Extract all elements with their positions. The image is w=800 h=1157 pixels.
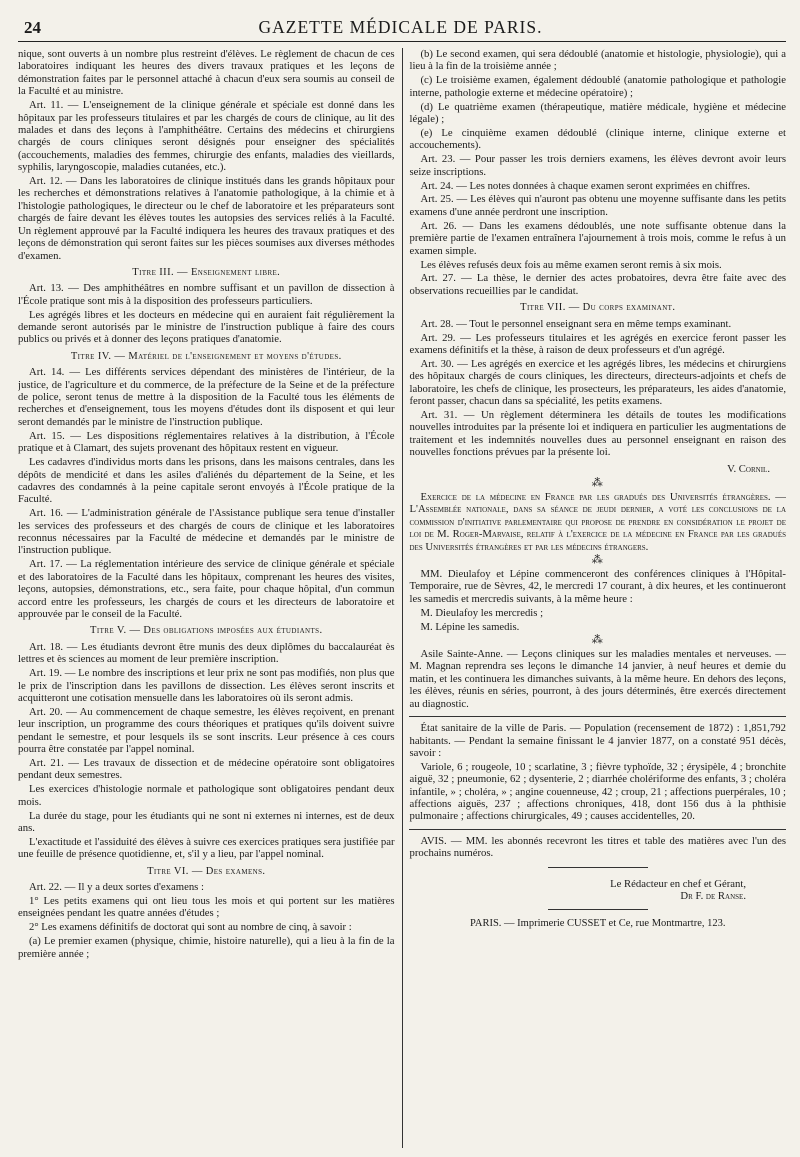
conf-line-1: M. Dieulafoy les mercredis ; (420, 606, 544, 619)
paragraph: Art. 14. — Les différents services dépendant des ministères de l'intérieur, de la justice, de l'agriculture et du commerce, de la préfecture de la Seine et de la préfecture de police, seront tenus de mettre à la disposition de la Faculté tous les éléments de recherches et d'enseignement, tous les moyens d'études dont ils disposent et qui leur seront demandés par le ministre de l'instruction publique. (18, 366, 395, 428)
page-number: 24 (24, 18, 41, 37)
columns (18, 48, 786, 1148)
paragraph: 2° Les examens définitifs de doctorat qui sont au nombre de cinq, à savoir : (29, 921, 352, 934)
paragraph: L'exactitude et l'assiduité des élèves à suivre ces exercices pratiques sera justifiée par une feuille de présence quotidienne, et, s'il y a lieu, par l'appel nominal. (18, 835, 395, 861)
section-heading-titre-5: Titre V. — Des obligations imposées aux étudiants. (90, 625, 323, 637)
section-heading-titre-7: Titre VII. — Du corps examinant. (520, 302, 676, 314)
paragraph: Art. 23. — Pour passer les trois derniers examens, les élèves devront avoir leurs seize inscriptions. (409, 153, 786, 178)
left-block-4 (18, 641, 395, 861)
paragraph: Art. 15. — Les dispositions réglementaires relatives à la distribution, à l'École pratique et à Clamart, des sujets provenant des hôpitaux restent en vigueur. (18, 429, 395, 455)
section-heading-titre-3: Titre III. — Enseignement libre. (132, 266, 281, 278)
left-block-5 (18, 881, 395, 960)
paragraph: Art. 17. — La réglementation intérieure des service de clinique générale et spéciale et des laboratoires de la Faculté dans les hôpitaux, comprenant les heures des visites, leçons, autopsies, démonstrations, etc., sera faite, pour chaque hôpital, d'un commun accord entre les professeurs, les chargés de cours et les directeurs de laboratoire et approuvée par le conseil de la Faculté. (18, 558, 395, 620)
news-exercice-medecine: Exercice de la médecine en France par les gradués des Universités étrangères. — L'Assemblée nationale, dans sa séance de jeudi dernier, a voté les conclusions de la commission d'initiative parlementaire qui propose de prendre en considération le projet de loi de M. Roger-Marvaise, relatif à l'exercice de la médecine en France par les gradués des Universités étrangères et par les médecins étrangers. (409, 491, 786, 553)
paragraph: Art. 21. — Les travaux de dissection et de médecine opératoire sont obligatoires pendant deux semestres. (18, 756, 395, 782)
paragraph: nique, sont ouverts à un nombre plus restreint d'élèves. Le règlement de chacun de ces laboratoires indiquant les heures des divers travaux pratiques et les leçons de démonstration faites par le personnel attaché à chacun d'eux sera soumis au conseil de la Faculté et au ministre. (18, 48, 395, 98)
avis-abonnes: AVIS. — MM. les abonnés recevront les titres et table des matières avec l'un des prochains numéros. (409, 834, 786, 860)
redacteur-name: Dr F. de Ranse. (680, 890, 746, 903)
short-rule (548, 867, 648, 868)
paragraph: (e) Le cinquième examen dédoublé (clinique interne, clinique externe et accouchements). (409, 126, 786, 152)
paragraph: (b) Le second examen, qui sera dédoublé (anatomie et histologie, physiologie), qui a lieu à la fin de la troisième année ; (409, 48, 786, 73)
page-header (18, 14, 786, 42)
deces-list: Variole, 6 ; rougeole, 10 ; scarlatine, 3 ; fièvre typhoïde, 32 ; érysipèle, 4 ; bronchite aiguë, 32 ; pneumonie, 62 ; dysenterie, 2 ; diarrhée cholériforme des enfants, 3 ; choléra infantile, » ; choléra, » ; angine couenneuse, 42 ; croup, 21 ; affections puerpérales, 10 ; affections aiguës, 237 ; affections chroniques, 418, dont 156 dus à la phthisie pulmonaire ; affections chirurgicales, 49 ; causes accidentelles, 20. (409, 760, 786, 823)
journal-title: GAZETTE MÉDICALE DE PARIS. (258, 17, 543, 37)
separator-stars: ⁂ (591, 554, 604, 567)
paragraph: Art. 12. — Dans les laboratoires de clinique institués dans les grands hôpitaux pour les recherches et démonstrations relatives à l'anatomie pathologique, à la chimie et à l'histologie pathologiques, le directeur ou le chef de laboratoire et les préparateurs sont chargés de faire devant les élèves toutes les autopsies des services reliés à la Faculté. Un règlement approuvé par la Faculté indiquera les heures des travaux pratiques et des leçons de démonstration qui seront faites sur les pièces soumises aux diverses méthodes d'examen. (18, 175, 395, 262)
separator-stars: ⁂ (591, 634, 604, 647)
paragraph: Art. 11. — L'enseignement de la clinique générale et spéciale est donné dans les hôpitaux par les professeurs titulaires et par les chargés de cours de clinique, au lit des malades et dans des leçons à l'amphithéâtre. Certains des médecins et chirurgiens chargés de cours cliniques seront désignés pour enseigner des spécialités (accouchements, maladies des femmes, chirurgie des enfants, maladies des vieillards, syphilis, laryngoscopie, maladies cutanées, etc.). (18, 99, 395, 174)
horizontal-rule (409, 716, 786, 717)
paragraph: Art. 28. — Tout le personnel enseignant sera en même temps examinant. (420, 317, 732, 330)
news-asile-sainte-anne: Asile Sainte-Anne. — Leçons cliniques sur les maladies mentales et nerveuses. — M. Magnan reprendra ses leçons le dimanche 14 janvier, à neuf heures et demie du matin, et les continuera les dimanches suivants, à la même heure. En dehors des leçons, les élèves, réunis en séries, pourront, à des jours déterminés, être exercés directement au diagnostic. (409, 648, 786, 710)
left-column (18, 48, 402, 1148)
paragraph: Art. 20. — Au commencement de chaque semestre, les élèves reçoivent, en prenant leur inscription, un programme des cours théoriques et pratiques qu'ils doivent suivre pendant le semestre, et pour lesquels ils se sont inscrits. Leur présence à ces cours pourra être constatée par l'appel nominal. (18, 705, 395, 756)
paragraph: Les cadavres d'individus morts dans les prisons, dans les maisons centrales, dans les dépôts de mendicité et dans les asiles d'aliénés du département de la Seine, et les cadavres des condamnés à la peine capitale seront envoyés à l'École pratique de la Faculté. (18, 456, 395, 506)
paragraph: Les élèves refusés deux fois au même examen seront remis à six mois. (420, 258, 722, 271)
paragraph: (d) Le quatrième examen (thérapeutique, matière médicale, hygiène et médecine légale) ; (409, 100, 786, 126)
news-etat-sanitaire: État sanitaire de la ville de Paris. — Population (recensement de 1872) : 1,851,792 habitants. — Pendant la semaine finissant le 4 janvier 1877, on a constaté 951 décès, savoir : (409, 722, 786, 759)
paragraph: Art. 29. — Les professeurs titulaires et les agrégés en exercice feront passer les examens définitifs et la thèse, à raison de deux professeurs et d'un agrégé. (409, 331, 786, 356)
paragraph: (a) Le premier examen (physique, chimie, histoire naturelle), qui a lieu à la fin de la première année ; (18, 935, 395, 960)
paragraph: 1° Les petits examens qui ont lieu tous les mois et qui portent sur les matières enseignées pendant les quatre années d'études ; (18, 895, 395, 920)
separator-stars: ⁂ (591, 477, 604, 489)
section-heading-titre-4: Titre IV. — Matériel de l'enseignement et moyens d'études. (70, 350, 342, 362)
paragraph: Art. 31. — Un règlement déterminera les détails de toutes les modifications nouvelles introduites par la présente loi et indiquera en particulier les augmentations de traitement et les indemnités nouvelles dues au personnel enseignant en raison des nouvelles fonctions prévues par la présente loi. (409, 408, 786, 459)
paragraph: Art. 25. — Les élèves qui n'auront pas obtenu une moyenne suffisante dans les petits examens d'une année perdront une inscription. (409, 193, 786, 218)
left-block-3 (18, 366, 395, 620)
paragraph: La durée du stage, pour les étudiants qui ne sont ni externes ni internes, est de deux ans. (18, 809, 395, 834)
paragraph: Art. 22. — Il y a deux sortes d'examens : (29, 881, 204, 894)
left-block-2 (18, 282, 395, 346)
paragraph: Art. 30. — Les agrégés en exercice et les agrégés libres, les médecins et chirurgiens des hôpitaux chargés de cours cliniques, les directeurs, directeurs-adjoints et chefs de laboratoire, les chefs de clinique, les prosecteurs, les préparateurs, les aides d'anatomie, feront passer, chacun dans sa spécialité, les petits examens. (409, 357, 786, 408)
news-conferences: MM. Dieulafoy et Lépine commenceront des conférences cliniques à l'Hôpital-Temporaire, rue de Sèvres, 42, le mercredi 17 courant, à dix heures, et les continueront les samedis et mercredis suivants, à la même heure : (409, 568, 786, 605)
paragraph: Art. 18. — Les étudiants devront être munis des deux diplômes du baccalauréat ès lettres et ès sciences au moment de leur première inscription. (18, 640, 395, 666)
paragraph: Les exercices d'histologie normale et pathologique sont obligatoires pendant deux mois. (18, 783, 395, 808)
horizontal-rule (409, 829, 786, 830)
right-column (402, 48, 786, 1148)
redacteur-title: Le Rédacteur en chef et Gérant, (610, 877, 746, 890)
paragraph: Art. 27. — La thèse, le dernier des actes probatoires, devra être faite avec des observations recueillies par le candidat. (409, 272, 786, 297)
paragraph: Les agrégés libres et les docteurs en médecine qui en auraient fait régulièrement la demande seront autorisés par le ministre de l'instruction publique à faire des cours publics ou privés et à donner des leçons pratiques d'anatomie. (18, 308, 395, 346)
right-block-2 (409, 318, 786, 459)
paragraph: Art. 19. — Le nombre des inscriptions et leur prix ne sont pas modifiés, non plus que le prix de l'inscription dans les pavillons de dissection. Les élèves seront inscrits et acquitteront une cotisation mensuelle dans les laboratoires où ils seront admis. (18, 667, 395, 704)
conf-line-2: M. Lépine les samedis. (420, 620, 520, 633)
paragraph: Art. 26. — Dans les examens dédoublés, une note suffisante obtenue dans la première partie de l'examen entraînera l'ajournement à trois mois, comme le refus à un examen simple. (409, 219, 786, 257)
short-rule (548, 909, 648, 910)
section-heading-titre-6: Titre VI. — Des examens. (147, 865, 266, 877)
left-block-1 (18, 48, 395, 262)
printer-imprint: PARIS. — Imprimerie CUSSET et Ce, rue Montmartre, 123. (470, 918, 726, 930)
paragraph: (c) Le troisième examen, également dédoublé (anatomie pathologique et pathologie interne, pathologie externe et médecine opératoire) ; (409, 74, 786, 99)
signature-cornil: V. Cornil. (727, 462, 770, 475)
paragraph: Art. 24. — Les notes données à chaque examen seront exprimées en chiffres. (420, 179, 751, 192)
right-block-1 (409, 48, 786, 297)
paragraph: Art. 13. — Des amphithéâtres en nombre suffisant et un pavillon de dissection à l'École pratique sont mis à la disposition des professeurs particuliers. (18, 282, 395, 307)
paragraph: Art. 16. — L'administration générale de l'Assistance publique sera tenue d'installer les services des professeurs et des chargés de cours de clinique et les laboratoires reconnus nécessaires par la Faculté de médecine et demandés par le ministre de l'instruction publique. (18, 507, 395, 557)
